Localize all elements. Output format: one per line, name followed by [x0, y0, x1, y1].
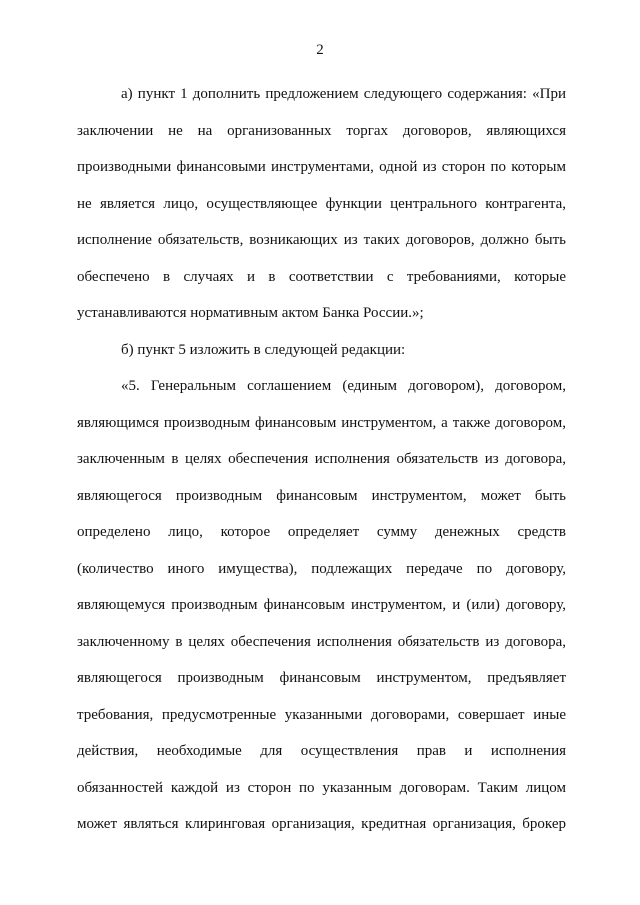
text-line: а) пункт 1 дополнить предложением следующего содержания: «При [121, 86, 566, 102]
text-line: производными финансовыми инструментами, одной из сторон по которым [77, 159, 566, 175]
text-line: б) пункт 5 изложить в следующей редакции: [121, 341, 406, 358]
text-line: может являться клиринговая организация, кредитная организация, брокер [77, 816, 566, 832]
text-line: заключенным в целях обеспечения исполнения обязательств из договора, [77, 451, 566, 467]
text-line: требования, предусмотренные указанными договорами, совершает иные [77, 706, 566, 723]
text-line: «5. Генеральным соглашением (единым договором), договором, [121, 378, 566, 394]
text-line: исполнение обязательств, возникающих из таких договоров, должно быть [77, 232, 566, 248]
text-line: определено лицо, которое определяет сумму денежных средств [77, 524, 566, 540]
text-line: (количество иного имущества), подлежащих передаче по договору, [77, 560, 566, 577]
page-number: 2 [316, 42, 324, 58]
text-line: не является лицо, осуществляющее функции центрального контрагента, [77, 195, 566, 212]
text-line: устанавливаются нормативным актом Банка России.»; [77, 305, 424, 321]
text-line: действия, необходимые для осуществления прав и исполнения [77, 743, 566, 759]
text-line: заключении не на организованных торгах договоров, являющихся [77, 122, 566, 139]
paragraph-amendment-b [77, 332, 566, 369]
paragraph-item-5 [77, 368, 566, 843]
text-line: обеспечено в случаях и в соответствии с требованиями, которые [77, 268, 566, 285]
text-line: являющимся производным финансовым инструментом, а также договором, [77, 414, 566, 431]
paragraph-amendment-a [77, 76, 566, 332]
text-line: являющегося производным финансовым инструментом, может быть [77, 487, 566, 504]
text-line: заключенному в целях обеспечения исполнения обязательств из договора, [77, 633, 566, 650]
text-line: обязанностей каждой из сторон по указанным договорам. Таким лицом [77, 779, 566, 796]
text-line: являющегося производным финансовым инструментом, предъявляет [77, 670, 566, 686]
text-line: являющемуся производным финансовым инструментом, и (или) договору, [77, 597, 566, 613]
document-body [77, 76, 566, 843]
